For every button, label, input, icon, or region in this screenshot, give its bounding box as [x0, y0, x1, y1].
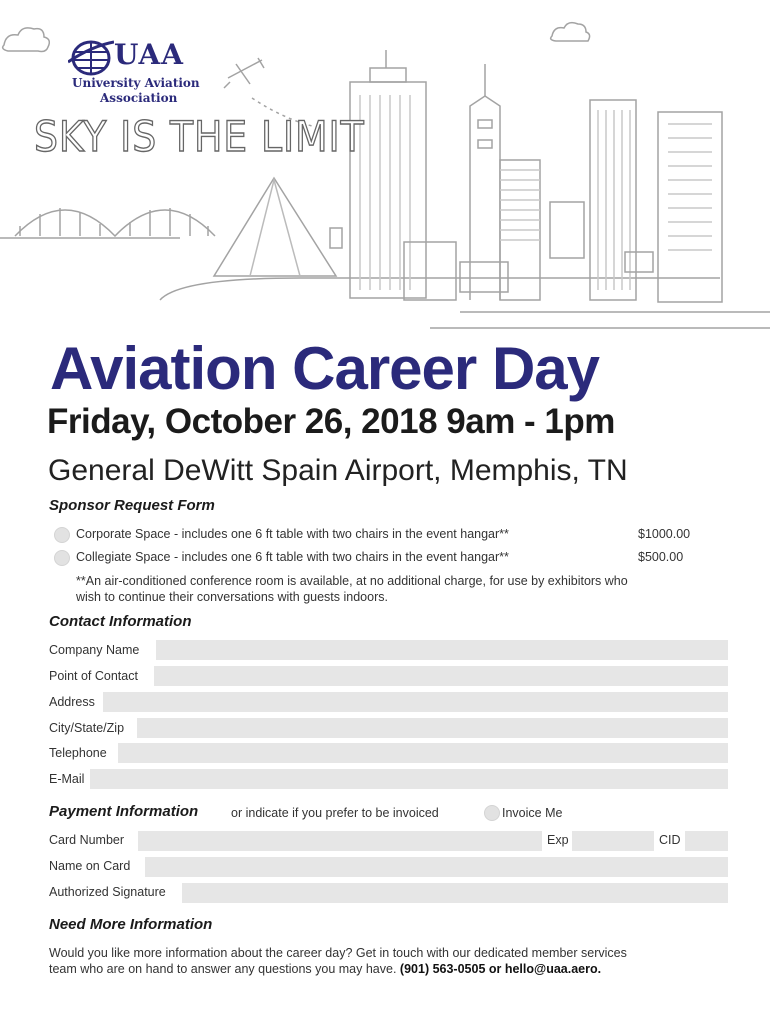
invoice-me-label: Invoice Me [502, 806, 563, 820]
address-label: Address [49, 695, 95, 709]
invoice-prompt: or indicate if you prefer to be invoiced [231, 806, 439, 820]
logo-name-line1: University Aviation [72, 76, 200, 90]
conference-room-note [76, 573, 726, 605]
more-info-line-2-text: team who are on hand to answer any questions you may have. [49, 962, 397, 976]
uaa-logo [66, 36, 206, 106]
collegiate-space-radio[interactable] [54, 550, 70, 566]
name-on-card-field[interactable] [145, 857, 728, 877]
name-on-card-label: Name on Card [49, 859, 131, 873]
exp-label: Exp [547, 833, 569, 847]
note-line-1: **An air-conditioned conference room is available, at no additional charge, for use by exhibitors who [76, 574, 628, 588]
corporate-space-label: Corporate Space - includes one 6 ft table with two chairs in the event hangar** [76, 527, 509, 541]
tagline: SKY IS THE LIMIT [34, 112, 365, 161]
invoice-me-radio[interactable] [484, 805, 500, 821]
city-state-zip-field[interactable] [137, 718, 728, 738]
note-line-2: wish to continue their conversations with guests indoors. [76, 590, 388, 604]
card-number-field[interactable] [138, 831, 542, 851]
city-state-zip-label: City/State/Zip [49, 721, 125, 735]
contact-details: (901) 563-0505 or hello@uaa.aero. [399, 962, 602, 976]
more-info-line-2 [49, 961, 729, 977]
telephone-field[interactable] [118, 743, 728, 763]
event-date-time: Friday, October 26, 2018 9am - 1pm [47, 402, 615, 441]
point-of-contact-field[interactable] [154, 666, 728, 686]
more-info-heading: Need More Information [49, 916, 213, 933]
card-number-label: Card Number [49, 833, 125, 847]
payment-heading: Payment Information [49, 803, 199, 820]
authorized-signature-field[interactable] [182, 883, 728, 903]
address-field[interactable] [103, 692, 728, 712]
point-of-contact-label: Point of Contact [49, 669, 138, 683]
more-info-text [49, 945, 729, 977]
corporate-space-price: $1000.00 [638, 527, 691, 541]
cid-field[interactable] [685, 831, 728, 851]
sponsor-heading: Sponsor Request Form [49, 497, 215, 514]
company-name-label: Company Name [49, 643, 140, 657]
airplane-icon [224, 58, 264, 88]
logo-acronym: UAA [114, 38, 185, 71]
telephone-label: Telephone [49, 746, 107, 760]
event-venue: General DeWitt Spain Airport, Memphis, TN [48, 454, 628, 487]
company-name-field[interactable] [156, 640, 728, 660]
cloud-icon [551, 23, 590, 41]
more-info-line-1: Would you like more information about the career day? Get in touch with our dedicated member services [49, 946, 627, 960]
authorized-signature-label: Authorized Signature [49, 885, 166, 899]
event-title: Aviation Career Day [50, 335, 600, 402]
cloud-icon [3, 28, 50, 52]
globe-icon [68, 38, 114, 76]
exp-field[interactable] [572, 831, 654, 851]
email-label: E-Mail [49, 772, 85, 786]
email-field[interactable] [90, 769, 728, 789]
corporate-space-radio[interactable] [54, 527, 70, 543]
contact-heading: Contact Information [49, 613, 192, 630]
cid-label: CID [659, 833, 681, 847]
logo-name-line2: Association [100, 91, 178, 105]
collegiate-space-price: $500.00 [638, 550, 684, 564]
collegiate-space-label: Collegiate Space - includes one 6 ft table with two chairs in the event hangar** [76, 550, 509, 564]
